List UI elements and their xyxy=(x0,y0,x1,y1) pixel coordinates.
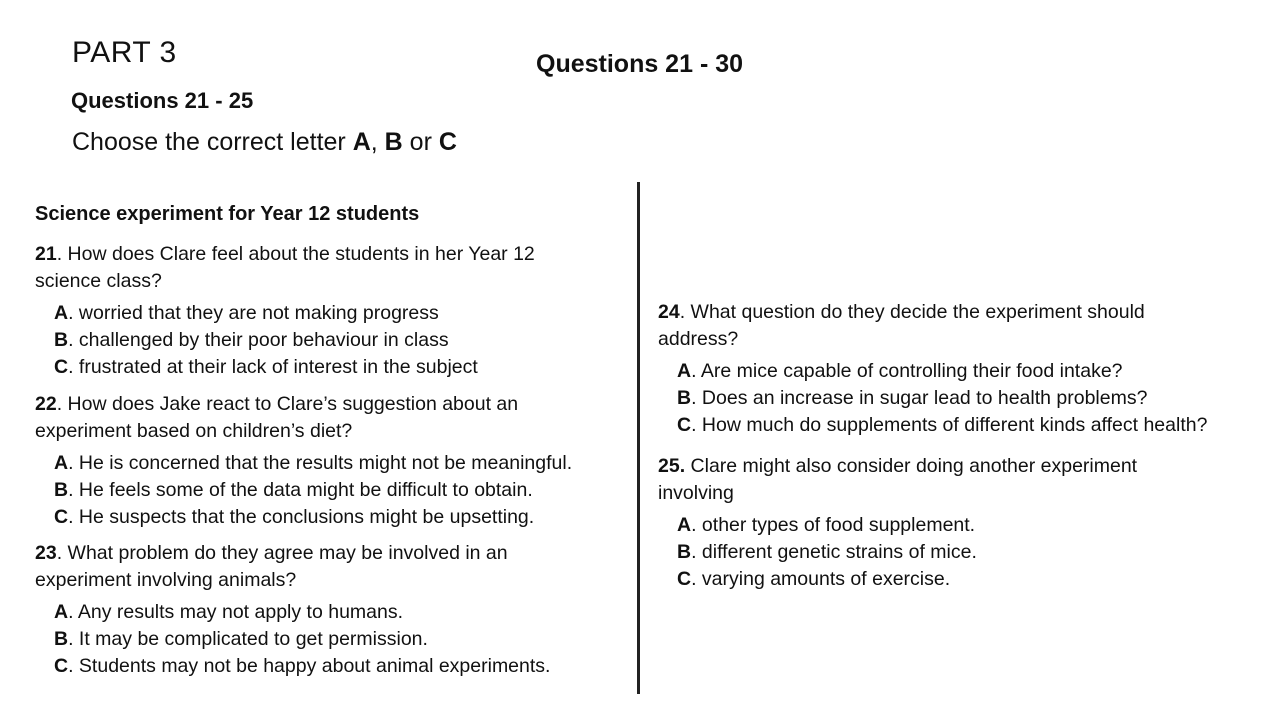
question-stem xyxy=(35,540,595,594)
option-letter: C xyxy=(54,356,69,378)
option-b[interactable] xyxy=(54,626,595,653)
section-title: Science experiment for Year 12 students xyxy=(35,203,420,225)
question-text: How does Clare feel about the students in her Year 12 science class? xyxy=(35,243,535,292)
option-text: . He is concerned that the results might not be meaningful. xyxy=(68,452,573,474)
option-text: . Any results may not apply to humans. xyxy=(68,601,404,623)
option-letter: A xyxy=(54,601,69,623)
option-text: . How much do supplements of different kinds affect health? xyxy=(691,414,1208,436)
option-b[interactable] xyxy=(54,477,595,504)
option-a[interactable] xyxy=(677,358,1218,385)
option-text: . varying amounts of exercise. xyxy=(691,568,951,590)
question-number: 23 xyxy=(35,542,57,564)
question-25 xyxy=(658,453,1218,593)
option-letter: B xyxy=(677,541,692,563)
question-stem xyxy=(658,453,1218,507)
option-text: . Are mice capable of controlling their food intake? xyxy=(691,360,1123,382)
option-a[interactable] xyxy=(54,450,595,477)
option-a[interactable] xyxy=(677,512,1218,539)
option-text: . frustrated at their lack of interest in the subject xyxy=(68,356,478,378)
option-text: . Students may not be happy about animal experiments. xyxy=(68,655,551,677)
option-letter: C xyxy=(54,655,69,677)
option-letter: C xyxy=(677,568,692,590)
option-text: . other types of food supplement. xyxy=(691,514,976,536)
option-c[interactable] xyxy=(677,566,1218,593)
option-list xyxy=(35,450,595,531)
option-c[interactable] xyxy=(54,354,595,381)
questions-range-main: Questions 21 - 30 xyxy=(536,50,744,78)
option-c[interactable] xyxy=(54,504,595,531)
option-list xyxy=(658,358,1218,439)
question-stem xyxy=(658,299,1218,353)
question-number-suffix: . xyxy=(56,243,63,265)
question-number-suffix: . xyxy=(56,393,63,415)
part-title: PART 3 xyxy=(72,36,177,69)
option-letter: B xyxy=(677,387,692,409)
question-stem xyxy=(35,391,595,445)
option-text: . He suspects that the conclusions might be upsetting. xyxy=(68,506,535,528)
option-list xyxy=(658,512,1218,593)
question-number: 24 xyxy=(658,301,680,323)
option-c[interactable] xyxy=(677,412,1218,439)
option-letter: A xyxy=(677,360,692,382)
question-stem xyxy=(35,241,595,295)
instruction-letter-a: A xyxy=(352,128,371,156)
option-list xyxy=(35,300,595,381)
option-text: . challenged by their poor behaviour in class xyxy=(68,329,449,351)
option-letter: C xyxy=(54,506,69,528)
option-letter: B xyxy=(54,329,69,351)
question-23 xyxy=(35,540,595,680)
questions-range-sub: Questions 21 - 25 xyxy=(71,88,254,113)
option-letter: B xyxy=(54,628,69,650)
question-number: 25. xyxy=(658,455,686,477)
question-number: 21 xyxy=(35,243,57,265)
option-text: . It may be complicated to get permission. xyxy=(68,628,428,650)
option-b[interactable] xyxy=(677,385,1218,412)
question-number-suffix: . xyxy=(56,542,63,564)
option-b[interactable] xyxy=(677,539,1218,566)
option-text: . worried that they are not making progress xyxy=(68,302,439,324)
option-b[interactable] xyxy=(54,327,595,354)
option-text: . Does an increase in sugar lead to health problems? xyxy=(691,387,1148,409)
question-22 xyxy=(35,391,595,531)
option-letter: A xyxy=(54,302,69,324)
question-number-suffix: . xyxy=(679,301,686,323)
option-text: . different genetic strains of mice. xyxy=(691,541,977,563)
question-text: Clare might also consider doing another experiment involving xyxy=(658,455,1138,504)
question-text: How does Jake react to Clare’s suggestion about an experiment based on children’s diet? xyxy=(35,393,519,442)
option-a[interactable] xyxy=(54,599,595,626)
option-text: . He feels some of the data might be difficult to obtain. xyxy=(68,479,533,501)
option-letter: A xyxy=(54,452,69,474)
column-divider xyxy=(637,182,640,694)
instruction xyxy=(72,128,457,157)
option-letter: B xyxy=(54,479,69,501)
option-letter: A xyxy=(677,514,692,536)
option-c[interactable] xyxy=(54,653,595,680)
instruction-sep: or xyxy=(402,128,439,156)
question-number: 22 xyxy=(35,393,57,415)
instruction-letter-b: B xyxy=(384,128,403,156)
instruction-sep: , xyxy=(370,128,385,156)
instruction-letter-c: C xyxy=(438,128,457,156)
question-21 xyxy=(35,241,595,381)
option-list xyxy=(35,599,595,680)
instruction-prefix: Choose the correct letter xyxy=(72,128,353,156)
option-letter: C xyxy=(677,414,692,436)
question-text: What question do they decide the experiment should address? xyxy=(658,301,1145,350)
question-text: What problem do they agree may be involved in an experiment involving animals? xyxy=(35,542,508,591)
option-a[interactable] xyxy=(54,300,595,327)
question-24 xyxy=(658,299,1218,439)
